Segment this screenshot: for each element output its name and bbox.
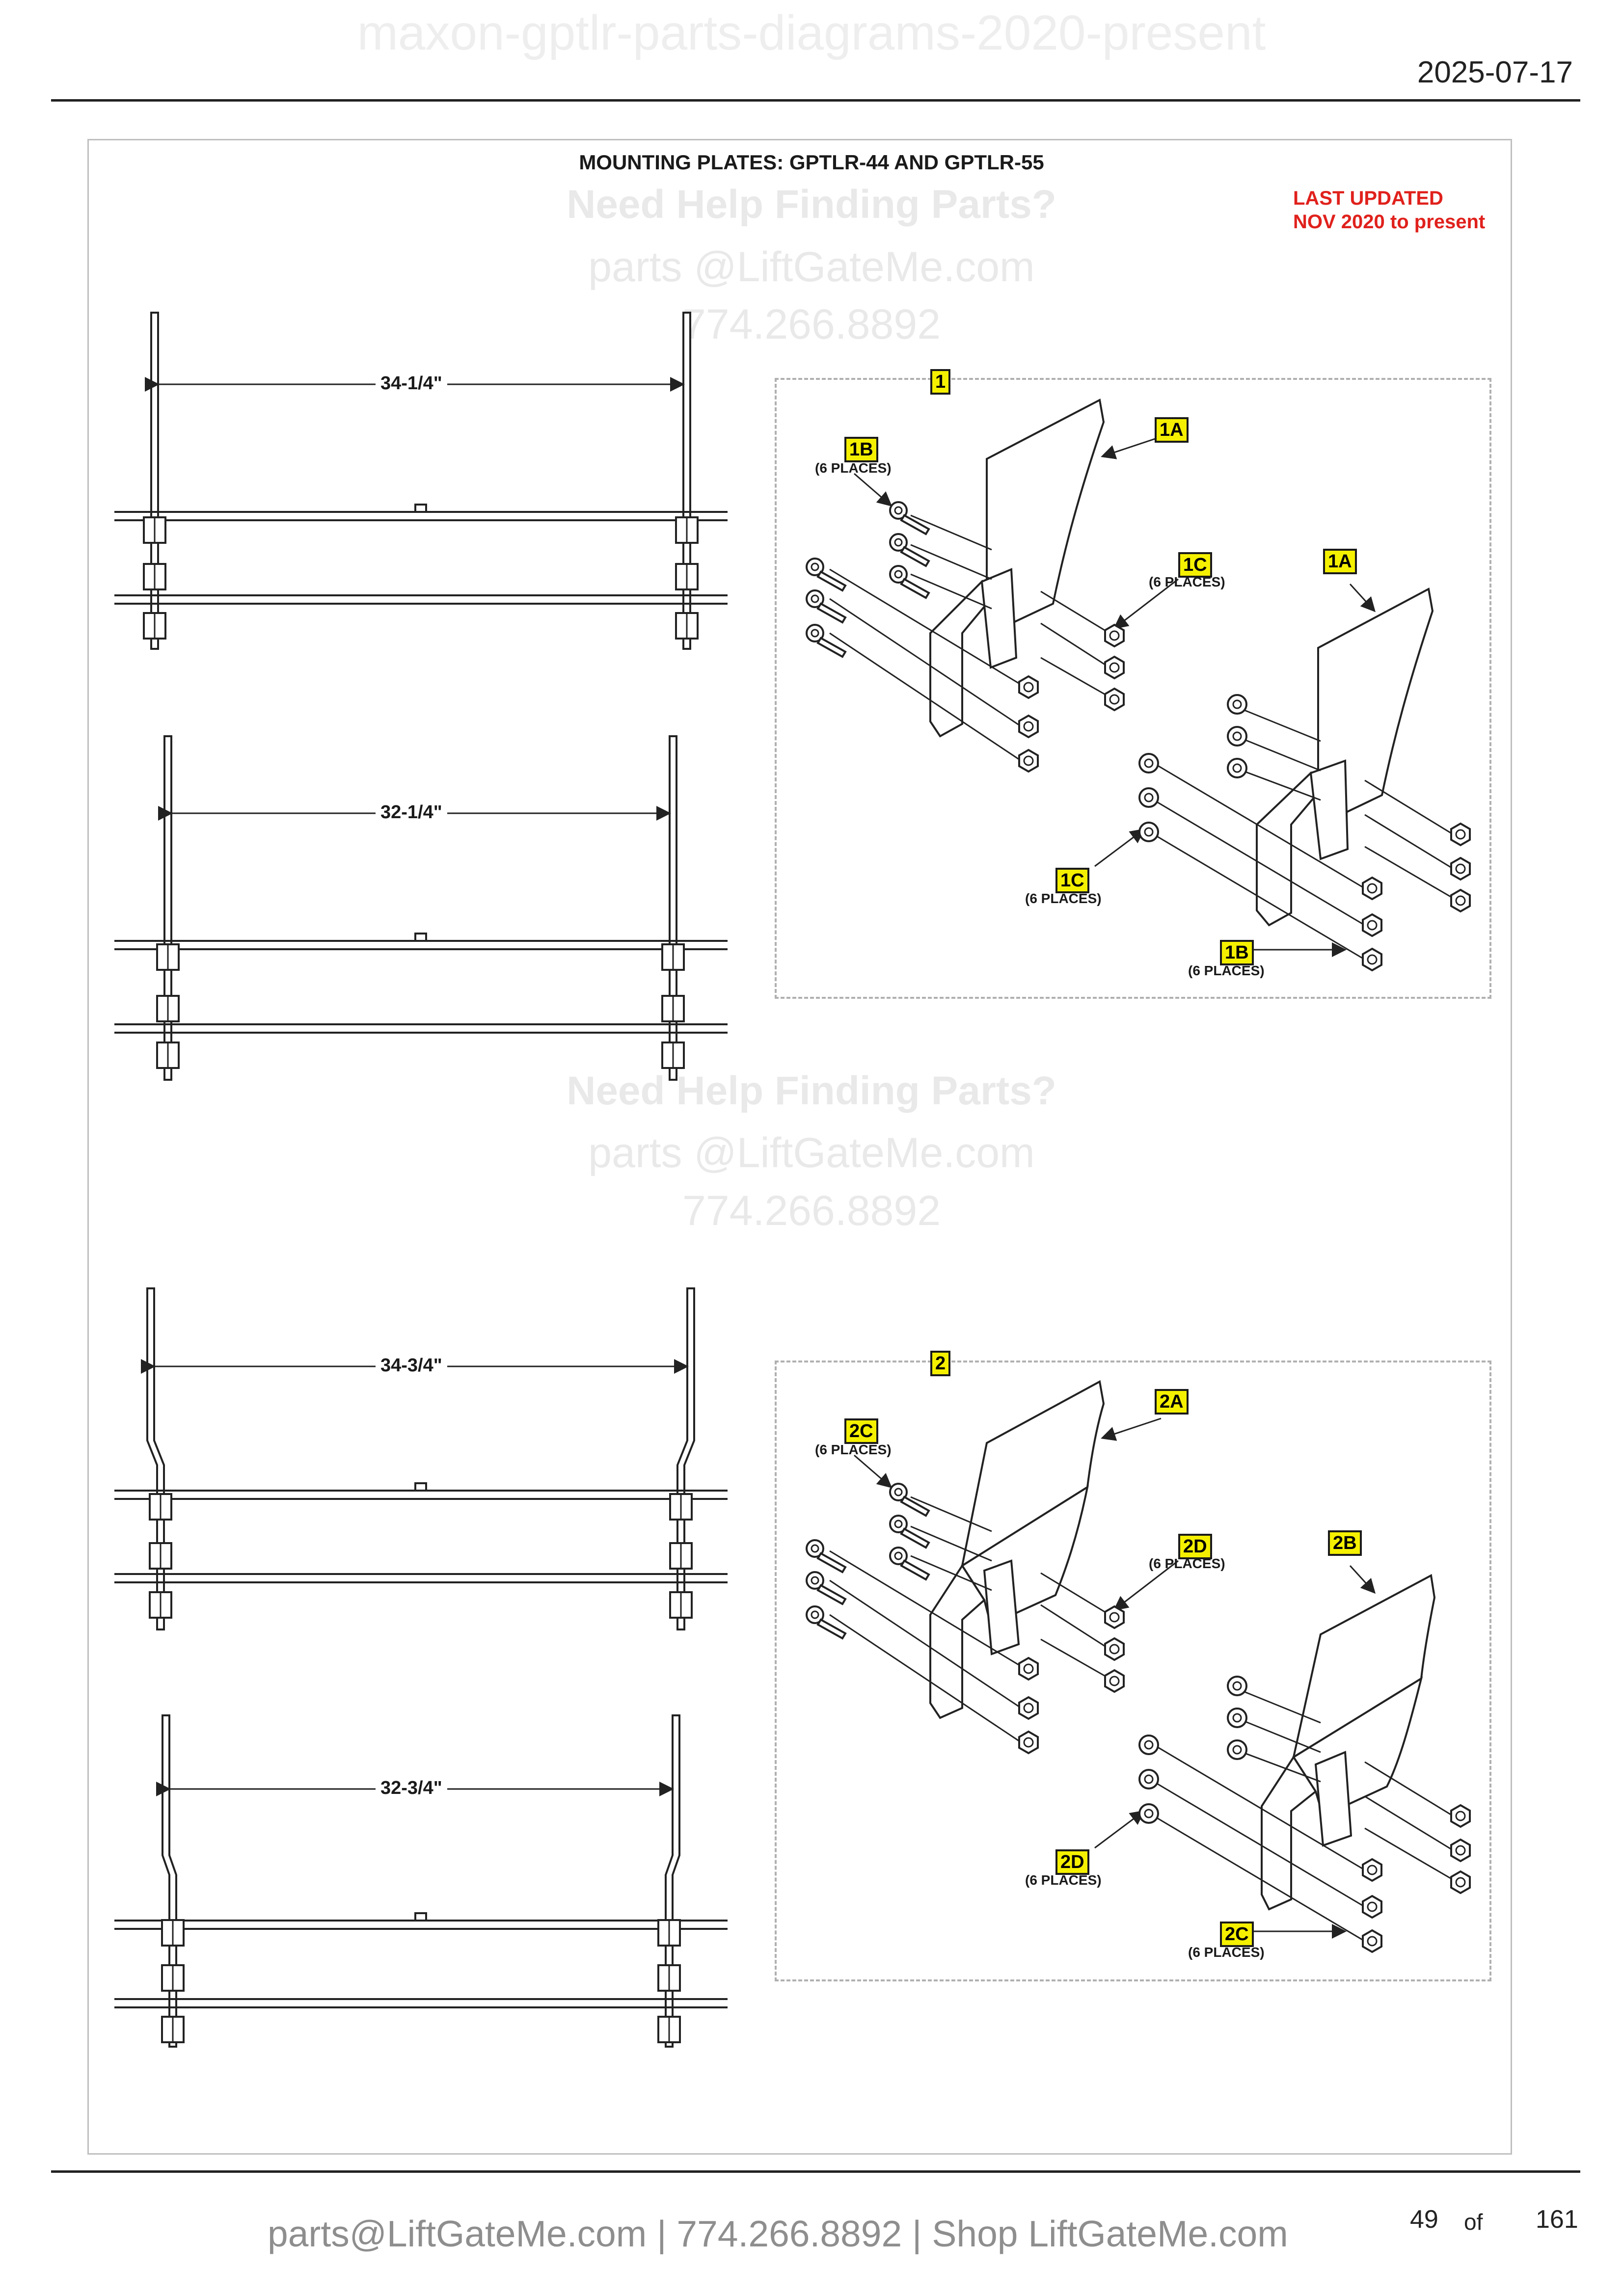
last-updated-range: NOV 2020 to present (1293, 211, 1486, 233)
callout-1b: 1B (844, 437, 878, 462)
callout-2a: 2A (1155, 1389, 1189, 1415)
watermark-phone: 774.266.8892 (682, 1187, 941, 1234)
dimension-34-1-4: 34-1/4" (376, 373, 447, 394)
dimension-34-3-4: 34-3/4" (376, 1355, 447, 1376)
diagram-title: MOUNTING PLATES: GPTLR-44 AND GPTLR-55 (579, 151, 1044, 174)
callout-group-1: 1 (930, 369, 950, 395)
callout-2c: 2C (844, 1418, 878, 1444)
callout-1a: 1A (1155, 417, 1189, 443)
dimension-32-1-4: 32-1/4" (376, 802, 447, 823)
places-note: (6 PLACES) (1025, 891, 1102, 906)
callout-1c: 1C (1178, 552, 1212, 578)
front-view-2a (114, 1288, 728, 1629)
page-of-label: of (1464, 2209, 1483, 2235)
dimension-32-3-4: 32-3/4" (376, 1778, 447, 1799)
places-note: (6 PLACES) (1149, 1556, 1225, 1571)
watermark-phone: 774.266.8892 (682, 301, 941, 348)
places-note: (6 PLACES) (815, 1442, 892, 1457)
places-note: (6 PLACES) (1149, 574, 1225, 589)
places-note: (6 PLACES) (1188, 1945, 1265, 1960)
watermark-email: parts @LiftGateMe.com (588, 243, 1035, 291)
footer-rule (51, 2170, 1580, 2173)
front-view-1b (114, 736, 728, 1080)
callout-group-2: 2 (930, 1351, 950, 1376)
callout-2b: 2B (1328, 1530, 1362, 1556)
page-total: 161 (1536, 2205, 1578, 2234)
watermark-help: Need Help Finding Parts? (567, 1068, 1056, 1113)
callout-2d: 2D (1055, 1849, 1089, 1875)
places-note: (6 PLACES) (1188, 963, 1265, 978)
watermark-help: Need Help Finding Parts? (567, 182, 1056, 227)
footer-contact: parts@LiftGateMe.com | 774.266.8892 | Shop LiftGateMe.com (268, 2213, 1288, 2254)
callout-1a: 1A (1323, 549, 1357, 574)
document-title: maxon-gptlr-parts-diagrams-2020-present (357, 5, 1266, 60)
callout-1b: 1B (1220, 940, 1254, 965)
document-date: 2025-07-17 (1417, 55, 1573, 89)
page-number: 49 (1410, 2205, 1438, 2234)
watermark-email: parts @LiftGateMe.com (588, 1129, 1035, 1176)
callout-1c: 1C (1055, 868, 1089, 893)
last-updated-label: LAST UPDATED (1293, 187, 1443, 209)
places-note: (6 PLACES) (815, 460, 892, 476)
front-view-2b (114, 1715, 728, 2047)
places-note: (6 PLACES) (1025, 1872, 1102, 1888)
callout-2c: 2C (1220, 1922, 1254, 1947)
front-view-1a (114, 313, 728, 649)
callout-2d: 2D (1178, 1534, 1212, 1559)
